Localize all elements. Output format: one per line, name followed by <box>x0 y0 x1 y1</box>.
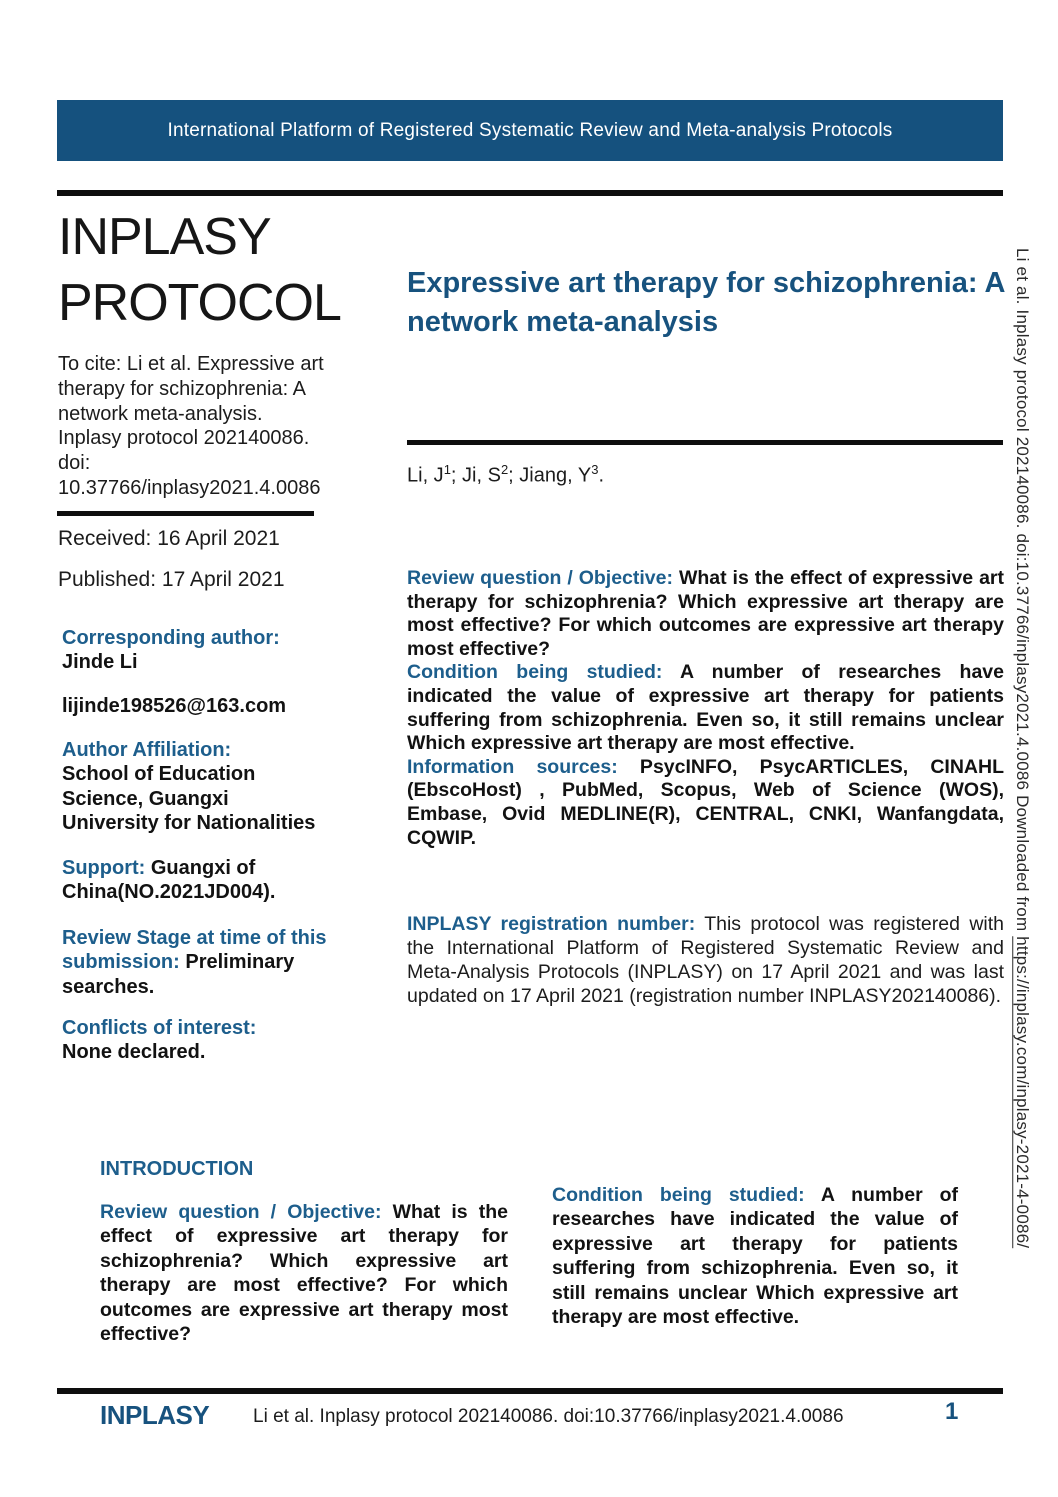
intro-review-question-label: Review question / Objective: <box>100 1201 382 1223</box>
information-sources-label: Information sources: <box>407 755 618 778</box>
introduction-column-2 <box>552 1183 958 1329</box>
footer-divider <box>57 1388 1003 1394</box>
sidebar-download-link[interactable]: https://inplasy.com/inplasy-2021-4-0086/ <box>1013 936 1032 1249</box>
review-question-paragraph <box>407 567 1004 661</box>
published-date: Published: 17 April 2021 <box>58 568 285 591</box>
authors-line <box>407 462 604 488</box>
intro-review-question-text: What is the effect of expressive art therapy for schizophrenia? Which expressive art therapy are most effective? For which outcomes are expressive art therapy most effective? <box>100 1201 509 1346</box>
affiliation-section <box>62 738 330 836</box>
sidebar-vertical-citation <box>1012 248 1032 1428</box>
platform-banner <box>57 100 1003 161</box>
title-divider <box>407 440 1003 445</box>
citation-note: To cite: Li et al. Expressive art therapy for schizophrenia: A network meta-analysis. Inplasy protocol 202140086. doi: 10.37766/inplasy2021.4.0086 <box>58 353 324 499</box>
corresponding-author-name: Jinde Li <box>62 651 138 674</box>
registration-paragraph <box>407 912 1004 1008</box>
registration-label: INPLASY registration number: <box>407 913 696 935</box>
author-3-superscript: 3 <box>591 462 599 477</box>
received-date: Received: 16 April 2021 <box>58 527 280 550</box>
affiliation-label: Author Affiliation: <box>62 739 232 761</box>
author-2: ; Ji, S <box>450 464 501 487</box>
author-1-superscript: 1 <box>443 462 451 477</box>
page-number: 1 <box>945 1398 959 1425</box>
condition-studied-label: Condition being studied: <box>407 661 663 684</box>
abstract-block <box>407 567 1004 850</box>
masthead-line2: PROTOCOL <box>58 273 341 332</box>
condition-studied-paragraph <box>407 661 1004 755</box>
conflicts-section <box>62 1016 330 1065</box>
affiliation-value: School of Education Science, Guangxi University for Nationalities <box>62 763 316 835</box>
review-stage-value: Preliminary searches. <box>62 951 295 998</box>
footer-inplasy-logo: INPLASY <box>100 1400 210 1430</box>
intro-condition-label: Condition being studied: <box>552 1184 805 1206</box>
conflicts-label: Conflicts of interest: <box>62 1017 257 1039</box>
introduction-column-1 <box>100 1200 508 1346</box>
footer-citation: Li et al. Inplasy protocol 202140086. doi:10.37766/inplasy2021.4.0086 <box>253 1406 844 1427</box>
article-title: Expressive art therapy for schizophrenia: A network meta-analysis <box>407 267 1005 338</box>
corresponding-author-section <box>62 626 330 675</box>
author-email <box>62 694 330 718</box>
review-stage-label: Review Stage at time of this submission: <box>62 927 327 974</box>
review-question-label: Review question / Objective: <box>407 567 673 589</box>
platform-banner-text: International Platform of Registered Systematic Review and Meta-analysis Protocols <box>167 119 893 141</box>
top-divider <box>57 190 1003 196</box>
review-question-text: What is the effect of expressive art therapy for schizophrenia? Which expressive art therapy are most effective? For which outcomes are expressive art therapy most effective? <box>407 567 1004 660</box>
condition-studied-text: A number of researches have indicated the value of expressive art therapy for patients suffering from schizophrenia. Even so, it still remains unclear Which expressive art therapy are most effective. <box>407 661 1004 755</box>
registration-text: This protocol was registered with the International Platform of Registered Systematic Review and Meta-Analysis Protocols (INPLASY) on 17 April 2021 and was last updated on 17 April 2021 (registration number INPLASY202140086). <box>407 913 1005 1007</box>
author-2-superscript: 2 <box>500 462 509 477</box>
information-sources-text: PsycINFO, PsycARTICLES, CINAHL (EbscoHost) , PubMed, Scopus, Web of Science (WOS), Embase, Ovid MEDLINE(R), CENTRAL, CNKI, Wanfangdata, CQWIP. <box>407 755 1004 849</box>
information-sources-paragraph <box>407 756 1004 850</box>
author-email-text: lijinde198526@163.com <box>62 695 287 717</box>
introduction-heading: INTRODUCTION <box>100 1158 254 1180</box>
author-3: ; Jiang, Y <box>508 464 592 487</box>
support-label: Support: <box>62 857 146 879</box>
authors-period: . <box>598 464 604 487</box>
conflicts-value: None declared. <box>62 1041 206 1064</box>
review-stage-section <box>62 926 330 999</box>
masthead <box>58 205 341 336</box>
support-value: Guangxi of China(NO.2021JD004). <box>62 857 276 904</box>
author-1: Li, J <box>407 464 444 487</box>
corresponding-author-label: Corresponding author: <box>62 627 280 649</box>
sidebar-citation-text: Li et al. Inplasy protocol 202140086. doi:10.37766/inplasy2021.4.0086 Downloaded from <box>1013 248 1032 937</box>
left-divider <box>57 511 314 516</box>
intro-condition-text: A number of researches have indicated the value of expressive art therapy for patients suffering from schizophrenia. Even so, it still remains unclear Which expressive art therapy are most effective. <box>552 1184 958 1329</box>
support-section <box>62 856 330 905</box>
masthead-line1: INPLASY <box>58 208 271 266</box>
